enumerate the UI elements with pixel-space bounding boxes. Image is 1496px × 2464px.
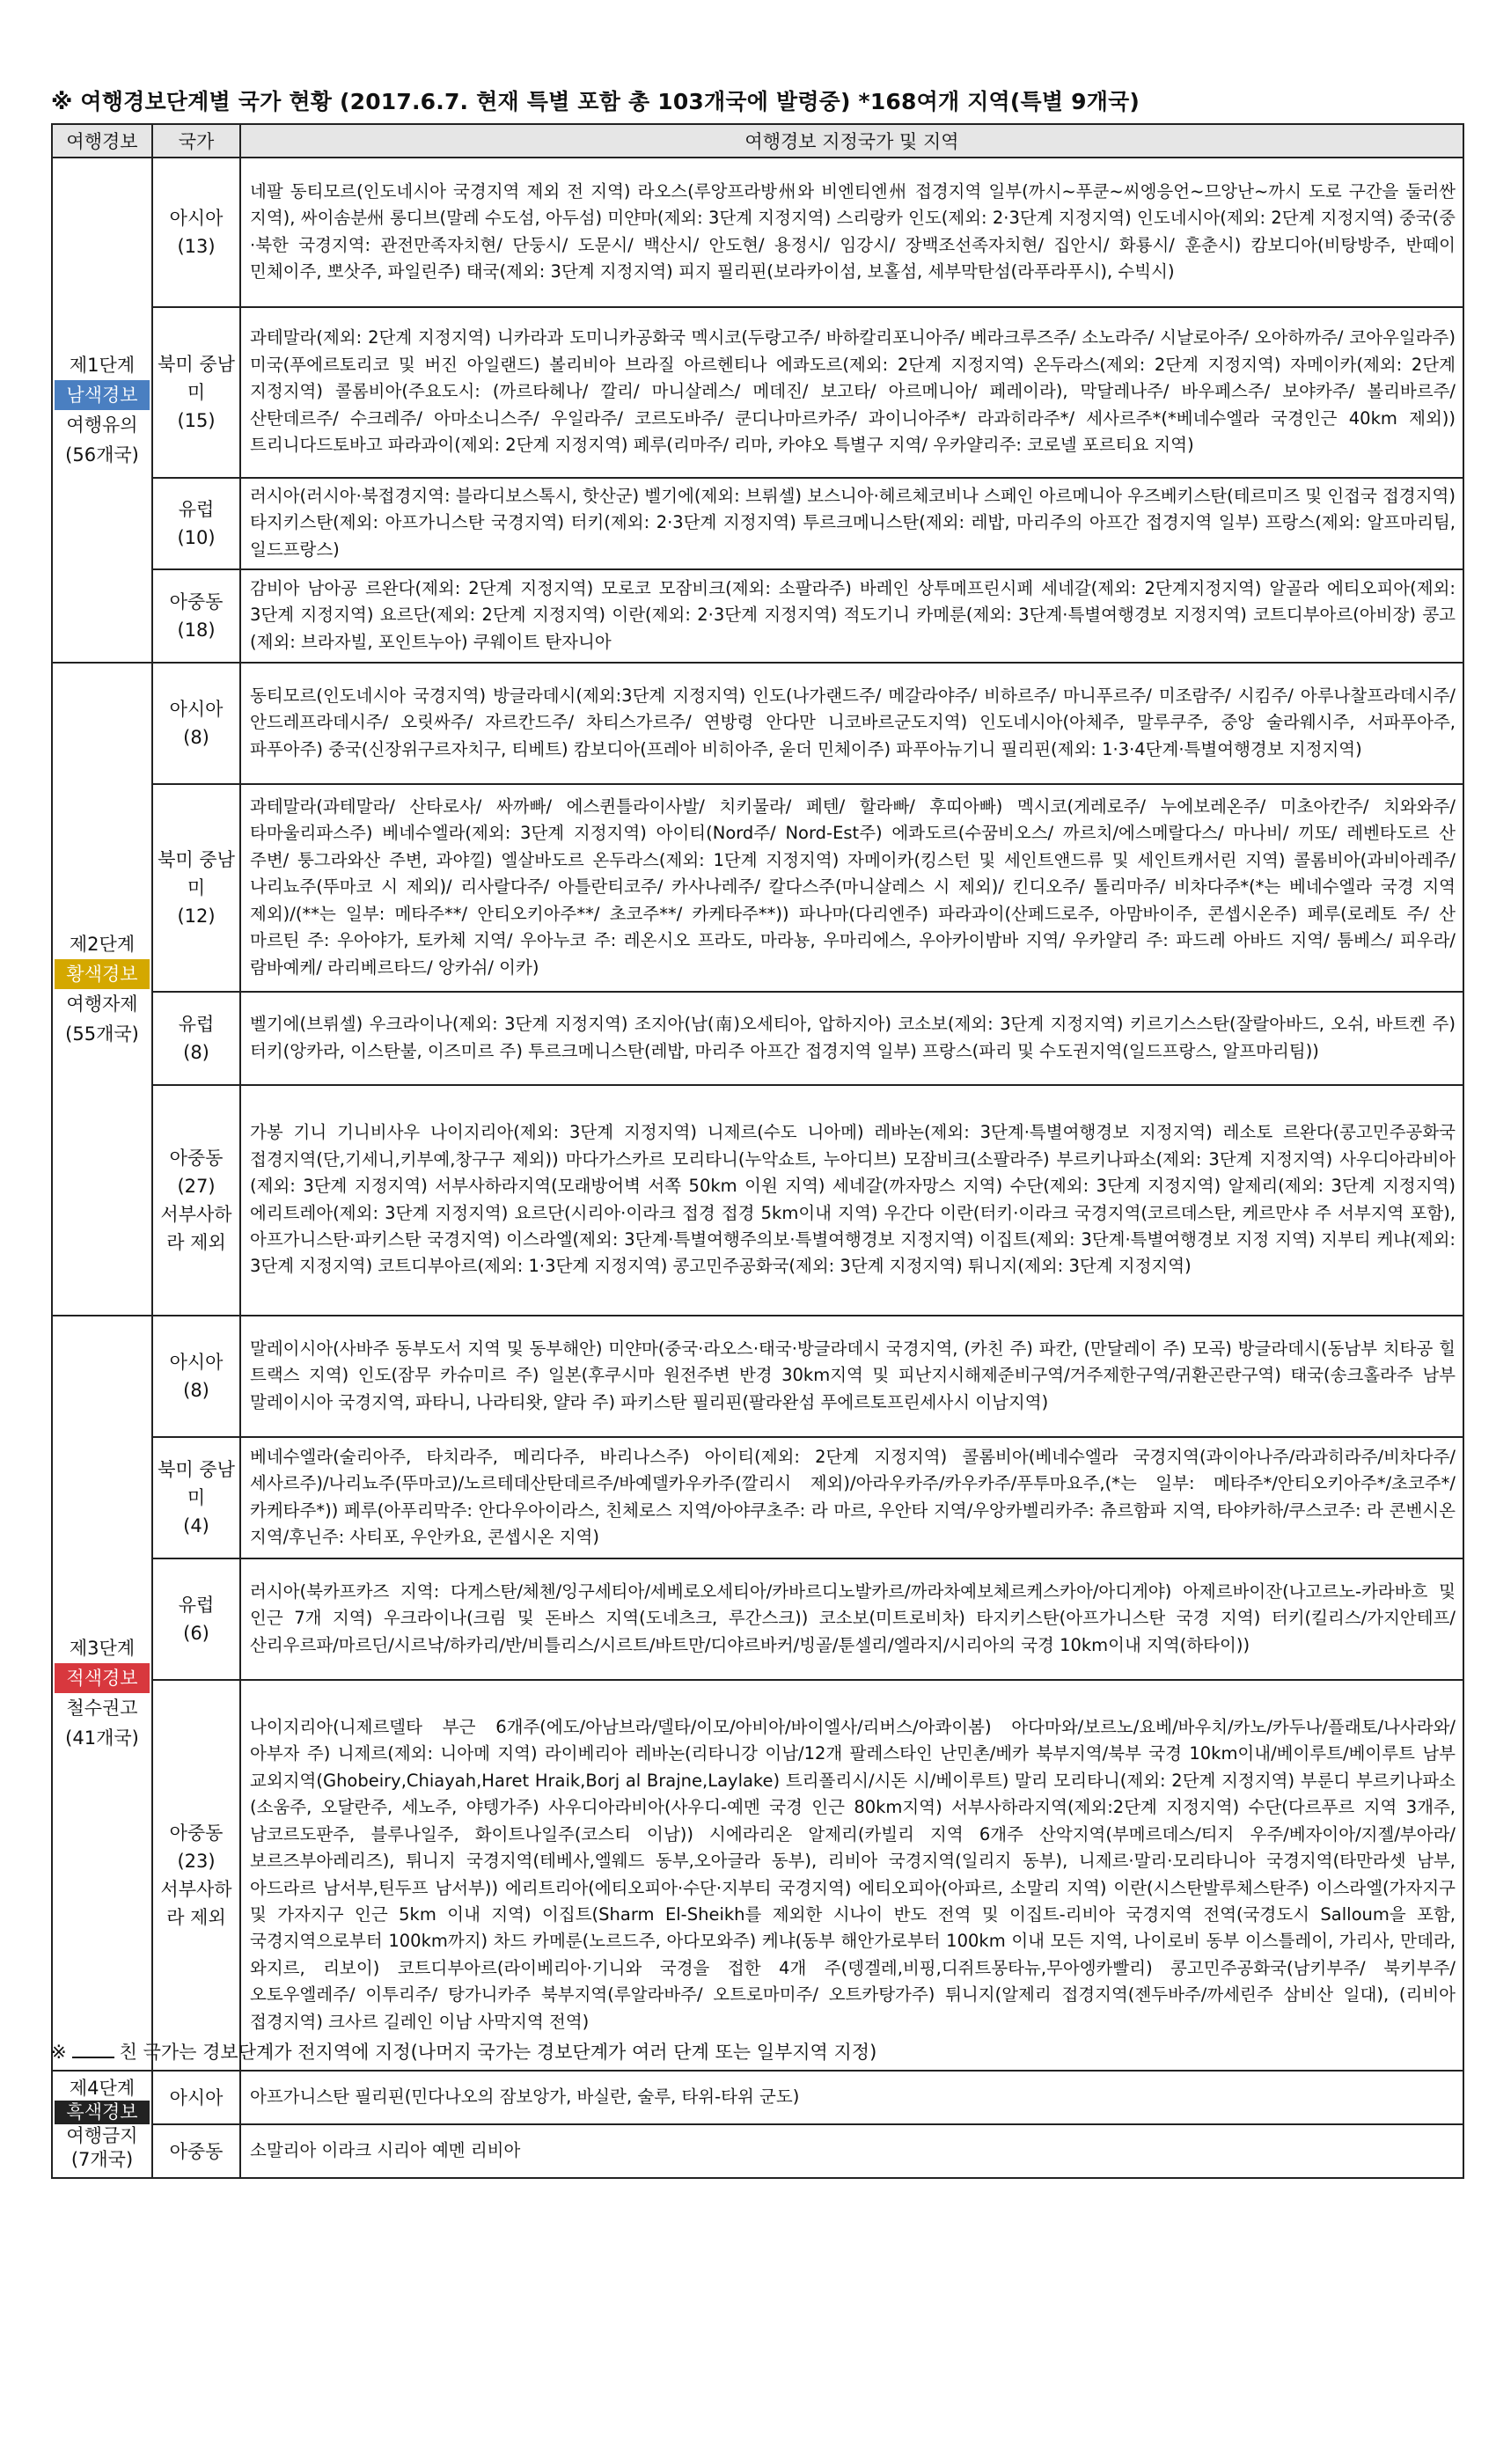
level-count: (56개국)	[65, 444, 139, 466]
region-count: (10)	[177, 527, 216, 548]
level-stage: 제3단계	[69, 1638, 136, 1659]
region-cell	[152, 1558, 240, 1680]
table-header-row	[52, 124, 1463, 158]
level-action: 여행금지	[66, 2125, 138, 2146]
region-cell	[152, 784, 240, 992]
region-count: (8)	[183, 1380, 209, 1401]
region-cell	[152, 478, 240, 569]
region-count: (15)	[177, 410, 216, 431]
table-row	[52, 1085, 1463, 1316]
table-row	[52, 1680, 1463, 2071]
level-stage: 제4단계	[69, 2078, 136, 2099]
region-cell	[152, 2124, 240, 2178]
region-name: 유럽	[178, 499, 215, 520]
country-list: 러시아(러시아·북접경지역: 블라디보스톡시, 핫산군) 벨기에(제외: 브뤼셀) 보스니아·헤르체코비나 스페인 아르메니아 우즈베키스탄(테르미즈 및 인접국 접경지역) 타지키스탄(제외: 아프가니스탄 국경지역) 터키(제외: 2·3단계 지정지역) 투르크메니스탄(제외: 레밥, 마리주의 아프간 접경지역 일부) 프랑스(제외: 알프마리팀,일드프랑스)	[240, 478, 1463, 569]
country-list: 감비아 남아공 르완다(제외: 2단계 지정지역) 모로코 모잠비크(제외: 소팔라주) 바레인 상투메프린시페 세네갈(제외: 2단계지정지역) 알골라 에티오피아(제외: 3단계 지정지역) 요르단(제외: 2단계 지정지역) 이란(제외: 2·3단계 지정지역) 적도기니 카메룬(제외: 3단계·특별여행경보 지정지역) 코트디부아르(아비장) 콩고(제외: 브라자빌, 포인트누아) 쿠웨이트 탄자니아	[240, 569, 1463, 663]
region-count: (27)	[177, 1176, 216, 1197]
level-stage: 제2단계	[69, 934, 136, 955]
level-badge: 적색경보	[55, 1663, 150, 1693]
level-badge: 황색경보	[55, 959, 150, 989]
region-count: (13)	[177, 236, 216, 257]
table-row	[52, 2124, 1463, 2178]
region-cell	[152, 1680, 240, 2071]
region-cell	[152, 569, 240, 663]
region-name: 북미 중남미	[158, 1459, 235, 1508]
column-header-level: 여행경보	[52, 124, 152, 158]
country-list: 과테말라(제외: 2단계 지정지역) 니카라과 도미니카공화국 멕시코(두랑고주/ 바하칼리포니아주/ 베라크루즈주/ 소노라주/ 시날로아주/ 오아하까주/ 코아우일라주) 미국(푸에르토리코 및 버진 아일랜드) 볼리비아 브라질 아르헨티나 에콰도르(제외: 2단계 지정지역) 온두라스(제외: 2단계 지정지역) 자메이카(제외: 2단계 지정지역) 콜롬비아(주요도시: (까르타헤나/ 깔리/ 마니살레스/ 메데진/ 보고타/ 아르메니아/ 페레이라), 막달레나주/ 바우페스주/ 보야카주/ 볼리바르주/ 산탄데르주/ 수크레주/ 아마소니스주/ 우일라주/ 코르도바주/ 쿤디나마르카주/ 과이니아주*/ 라과히라주*/ 세사르주*(*베네수엘라 국경인근 40km 제외)) 트리니다드토바고 파라과이(제외: 2단계 지정지역) 페루(리마주/ 리마, 카야오 특별구 지역/ 우카얄리주: 코로넬 포르티요 지역)	[240, 307, 1463, 478]
region-count: (6)	[183, 1623, 209, 1644]
country-list: 벨기에(브뤼셀) 우크라이나(제외: 3단계 지정지역) 조지아(남(南)오세티아, 압하지아) 코소보(제외: 3단계 지정지역) 키르기스스탄(잘랄아바드, 오쉬, 바트켄 주) 터키(앙카라, 이스탄불, 이즈미르 주) 투르크메니스탄(레밥, 마리주 아프간 접경지역 일부) 프랑스(파리 및 수도권지역(일드프랑스, 알프마리팀))	[240, 992, 1463, 1085]
table-row	[52, 307, 1463, 478]
table-row	[52, 158, 1463, 307]
region-cell	[152, 158, 240, 307]
region-count: (8)	[183, 1042, 209, 1063]
level-badge: 흑색경보	[55, 2101, 150, 2124]
level-count: (41개국)	[65, 1727, 139, 1749]
table-row	[52, 992, 1463, 1085]
underline-sample	[72, 2041, 114, 2058]
region-name: 아시아	[169, 1352, 224, 1373]
level-1-cell	[52, 158, 152, 663]
country-list: 나이지리아(니제르델타 부근 6개주(에도/아남브라/델타/이모/아비아/바이엘사/리버스/아콰이봄) 아다마와/보르노/요베/바우치/카노/카두나/플래토/나사라와/아부자 주) 니제르(제외: 니아메 지역) 라이베리아 레바논(리타니강 이남/12개 팔레스타인 난민촌/베카 북부지역/북부 국경 10km이내/베이루트/베이루트 남부 교외지역(Ghobeiry,Chiayah,Haret Hraik,Borj al Brajne,Laylake) 트리폴리시/시돈 시/베이루트) 말리 모리타니(제외: 2단계 지정지역) 부룬디 부르키나파소(소움주, 오달란주, 세노주, 야텡가주) 사우디아라비아(사우디-예멘 국경 인근 80km지역) 서부사하라지역(제외:2단계 지정지역) 수단(다르푸르 지역 3개주, 남코르도판주, 블루나일주, 화이트나일주(코스티 이남)) 시에라리온 알제리(카빌리 지역 6개주 산악지역(부메르데스/티지 우주/베자이아/지젤/부아라/보르즈부아레리즈), 튀니지 국경지역(테베사,엘웨드 동부,오아글라 동부), 리비아 국경지역(일리지 동부), 니제르·말리·모리타니아 국경지역(타만라셋 남부,아드라르 남서부,틴두프 남서부)) 에리트리아(에티오피아·수단·지부티 국경지역) 에티오피아(아파르, 소말리 지역) 이란(시스탄발루체스탄주) 이스라엘(가자지구 및 가자지구 인근 5km 이내 지역) 이집트(Sharm El-Sheikh를 제외한 시나이 반도 전역 및 이집트-리비아 국경지역 전역(국경도시 Salloum을 포함, 국경지역으로부터 100km까지) 차드 카메룬(노르드주, 아다모와주) 케냐(동부 해안가로부터 100km 이내 모든 지역, 나이로비 동부 이스틀레이, 가리사, 만데라, 와지르, 리보이) 코트디부아르(라이베리아·기니와 국경을 접한 4개 주(뎅겔레,비핑,디쥐트몽타뉴,무아엥카빨리) 콩고민주공화국(남키부주/ 북키부주/오토우엘레주/ 이투리주/ 탕가니카주 북부지역(루알라바주/ 오트로마미주/ 오트카탕가주) 튀니지(알제리 접경지역(젠두바주/까세린주 삼비산 일대), (리비아 접경지역) 크사르 길레인 이남 사막지역 전역)	[240, 1680, 1463, 2071]
region-name: 아중동	[169, 591, 224, 612]
region-name: 북미 중남미	[158, 849, 235, 898]
region-note: 서부사하라 제외	[160, 1204, 232, 1253]
country-list: 가봉 기니 기니비사우 나이지리아(제외: 3단계 지정지역) 니제르(수도 니아메) 레바논(제외: 3단계·특별여행경보 지정지역) 레소토 르완다(콩고민주공화국 접경지역(단,기세니,키부예,창구구 제외)) 마다가스카르 모리타니(누악쇼트, 누아디브) 모잠비크(소팔라주) 부르키나파소(제외: 3단계 지정지역) 사우디아라비아(제외: 3단계 지정지역) 서부사하라지역(모래방어벽 서쪽 50km 이원 지역) 세네갈(까자망스 지역) 수단(제외: 3단계 지정지역) 알제리(제외: 3단계 지정지역) 에리트레아(제외: 3단계 지정지역) 요르단(시리아·이라크 접경 접경 5km이내 지역) 우간다 이란(터키·이라크 국경지역(코르데스탄, 케르만샤 주 서부지역 포함), 아프가니스탄·파키스탄 국경지역) 이스라엘(제외: 3단계·특별여행주의보·특별여행경보 지정지역) 이집트(제외: 3단계·특별여행경보 지정 지역) 지부티 케냐(제외: 3단계 지정지역) 코트디부아르(제외: 1·3단계 지정지역) 콩고민주공화국(제외: 3단계 지정지역) 튀니지(제외: 3단계 지정지역)	[240, 1085, 1463, 1316]
table-row	[52, 1316, 1463, 1437]
region-name: 아시아	[169, 2086, 224, 2108]
region-name: 아시아	[169, 208, 224, 229]
table-row	[52, 663, 1463, 784]
level-action: 철수권고	[66, 1698, 138, 1719]
column-header-detail: 여행경보 지정국가 및 지역	[240, 124, 1463, 158]
column-header-country: 국가	[152, 124, 240, 158]
level-3-cell	[52, 1316, 152, 2071]
table-row	[52, 2071, 1463, 2124]
country-list: 아프가니스탄 필리핀(민다나오의 잠보앙가, 바실란, 술루, 타위-타위 군도)	[240, 2071, 1463, 2124]
table-row	[52, 478, 1463, 569]
region-cell	[152, 307, 240, 478]
travel-advisory-table	[51, 123, 1464, 2179]
region-name: 아중동	[169, 1822, 224, 1844]
region-name: 유럽	[178, 1595, 215, 1616]
region-count: (18)	[177, 620, 216, 641]
footnote-marker: ※	[51, 2042, 67, 2063]
region-cell	[152, 992, 240, 1085]
region-note: 서부사하라 제외	[160, 1879, 232, 1928]
country-list: 네팔 동티모르(인도네시아 국경지역 제외 전 지역) 라오스(루앙프라방州와 비엔티엔州 접경지역 일부(까시~푸쿤~씨엥응언~므앙난~까시 도로 구간을 둘러싼 지역), 싸이솜분州 롱디브(말레 수도섬, 아두섬) 미얀마(제외: 3단계 지정지역) 스리랑카 인도(제외: 2·3단계 지정지역) 인도네시아(제외: 2단계 지정지역) 중국(중·북한 국경지역: 관전만족자치현/ 단둥시/ 도문시/ 백산시/ 안도현/ 용정시/ 임강시/ 장백조선족자치현/ 집안시/ 화룡시/ 훈춘시) 캄보디아(비탕방주, 반떼이 민체이주, 뽀삿주, 파일린주) 태국(제외: 3단계 지정지역) 피지 필리핀(보라카이섬, 보홀섬, 세부막탄섬(라푸라푸시), 수빅시)	[240, 158, 1463, 307]
level-4-cell	[52, 2071, 152, 2178]
footnote-text: 친 국가는 경보단계가 전지역에 지정(나머지 국가는 경보단계가 여러 단계 또는 일부지역 지정)	[119, 2042, 877, 2063]
region-cell	[152, 663, 240, 784]
footnote	[51, 2038, 876, 2064]
table-row	[52, 569, 1463, 663]
region-name: 북미 중남미	[158, 354, 235, 403]
country-list: 소말리아 이라크 시리아 예멘 리비아	[240, 2124, 1463, 2178]
page-title: ※ 여행경보단계별 국가 현황 (2017.6.7. 현재 특별 포함 총 103개국에 발령중) *168여개 지역(특별 9개국)	[51, 89, 1140, 114]
region-cell	[152, 1316, 240, 1437]
region-cell	[152, 2071, 240, 2124]
country-list: 과테말라(과테말라/ 산타로사/ 싸까빠/ 에스퀸틀라이사발/ 치키물라/ 페텐/ 할라빠/ 후띠아빠) 멕시코(게레로주/ 누에보레온주/ 미초아칸주/ 치와와주/ 타마울리파스주) 베네수엘라(제외: 3단계 지정지역) 아이티(Nord주/ Nord-Est주) 에콰도르(수꿈비오스/ 까르치/에스메랄다스/ 마나비/ 끼또/ 레벤타도르 산 주변/ 퉁그라와산 주변, 과야낄) 엘살바도르 온두라스(제외: 1단계 지정지역) 자메이카(킹스턴 및 세인트앤드류 및 세인트캐서린 지역) 콜롬비아(과비아레주/ 나리뇨주(뚜마코 시 제외)/ 리사랄다주/ 아틀란티코주/ 카사나레주/ 칼다스주(마니살레스 시 제외)/ 킨디오주/ 톨리마주/ 비차다주*(*는 베네수엘라 국경 지역 제외)/(**는 일부: 메타주**/ 안티오키아주**/ 초코주**/ 카케타주**)) 파나마(다리엔주) 파라과이(산페드로주, 아맘바이주, 콘셉시온주) 페루(로레토 주/ 산 마르틴 주: 우아야가, 토카체 지역/ 우아누코 주: 레온시오 프라도, 마라뇽, 우마리에스, 우아카이밤바 지역/ 우카얄리 주: 파드레 아바드 지역/ 툼베스/ 피우라/ 람바예케/ 라리베르타드/ 앙카쉬/ 이카)	[240, 784, 1463, 992]
table-row	[52, 784, 1463, 992]
region-count: (4)	[183, 1515, 209, 1536]
region-name: 아시아	[169, 699, 224, 720]
country-list: 러시아(북카프카즈 지역: 다게스탄/체첸/잉구세티아/세베로오세티아/카바르디노발카르/까라차예보체르케스카아/아디게야) 아제르바이잔(나고르노-카라바흐 및 인근 7개 지역) 우크라이나(크림 및 돈바스 지역(도네츠크, 루간스크)) 코소보(미트로비차) 타지키스탄(아프가니스탄 국경 지역) 터키(킬리스/가지안테프/산리우르파/마르딘/시르낙/하카리/반/비틀리스/시르트/바트만/디야르바커/빙골/툰셀리/엘라지/시리아의 국경 10km이내 지역(하타이))	[240, 1558, 1463, 1680]
region-count: (12)	[177, 906, 216, 927]
country-list: 동티모르(인도네시아 국경지역) 방글라데시(제외:3단계 지정지역) 인도(나가랜드주/ 메갈라야주/ 비하르주/ 마니푸르주/ 미조람주/ 시킴주/ 아루나찰프라데시주/ 안드레프라데시주/ 오릿싸주/ 자르칸드주/ 차티스가르주/ 연방령 안다만 니코바르군도지역) 인도네시아(아체주, 말루쿠주, 중앙 술라웨시주, 서파푸아주, 파푸아주) 중국(신장위구르자치구, 티베트) 캄보디아(프레아 비히아주, 욷더 민체이주) 파푸아뉴기니 필리핀(제외: 1·3·4단계·특별여행경보 지정지역)	[240, 663, 1463, 784]
region-count: (23)	[177, 1851, 216, 1872]
region-cell	[152, 1437, 240, 1558]
region-name: 아중동	[169, 1148, 224, 1169]
region-cell	[152, 1085, 240, 1316]
level-badge: 남색경보	[55, 380, 150, 410]
level-action: 여행유의	[66, 414, 138, 436]
level-count: (7개국)	[70, 2149, 134, 2170]
level-2-cell	[52, 663, 152, 1316]
level-action: 여행자제	[66, 994, 138, 1015]
region-name: 아중동	[169, 2140, 224, 2162]
country-list: 베네수엘라(술리아주, 타치라주, 메리다주, 바리나스주) 아이티(제외: 2단계 지정지역) 콜롬비아(베네수엘라 국경지역(과이아나주/라과히라주/비차다주/세사르주)/나리뇨주(뚜마코)/노르테데산탄데르주/바예델카우카주(깔리시 제외)/아라우카주/카우카주/푸투마요주,(*는 일부: 메타주*/안티오키아주*/초코주*/카케타주*)) 페루(아푸리막주: 안다우아이라스, 친체로스 지역/아야쿠초주: 라 마르, 우안타 지역/우앙카벨리카주: 츄르함파 지역, 타야카하/쿠스코주: 라 콘벤시온 지역/후닌주: 사티포, 우안카요, 콘셉시온 지역)	[240, 1437, 1463, 1558]
country-list: 말레이시아(사바주 동부도서 지역 및 동부해안) 미얀마(중국·라오스·태국·방글라데시 국경지역, (카친 주) 파칸, (만달레이 주) 모곡) 방글라데시(동남부 치타공 힐 트랙스 지역) 인도(잠무 카슈미르 주) 일본(후쿠시마 원전주변 반경 30km지역 및 피난지시해제준비구역/거주제한구역/귀환곤란구역) 태국(송크홀라주 남부 말레이시아 국경지역, 파타니, 나라티왓, 얄라 주) 파키스탄 필리핀(팔라완섬 푸에르토프린세사시 이남지역)	[240, 1316, 1463, 1437]
table-row	[52, 1558, 1463, 1680]
level-stage: 제1단계	[69, 355, 136, 376]
region-count: (8)	[183, 727, 209, 748]
level-count: (55개국)	[65, 1023, 139, 1045]
table-row	[52, 1437, 1463, 1558]
region-name: 유럽	[178, 1014, 215, 1035]
